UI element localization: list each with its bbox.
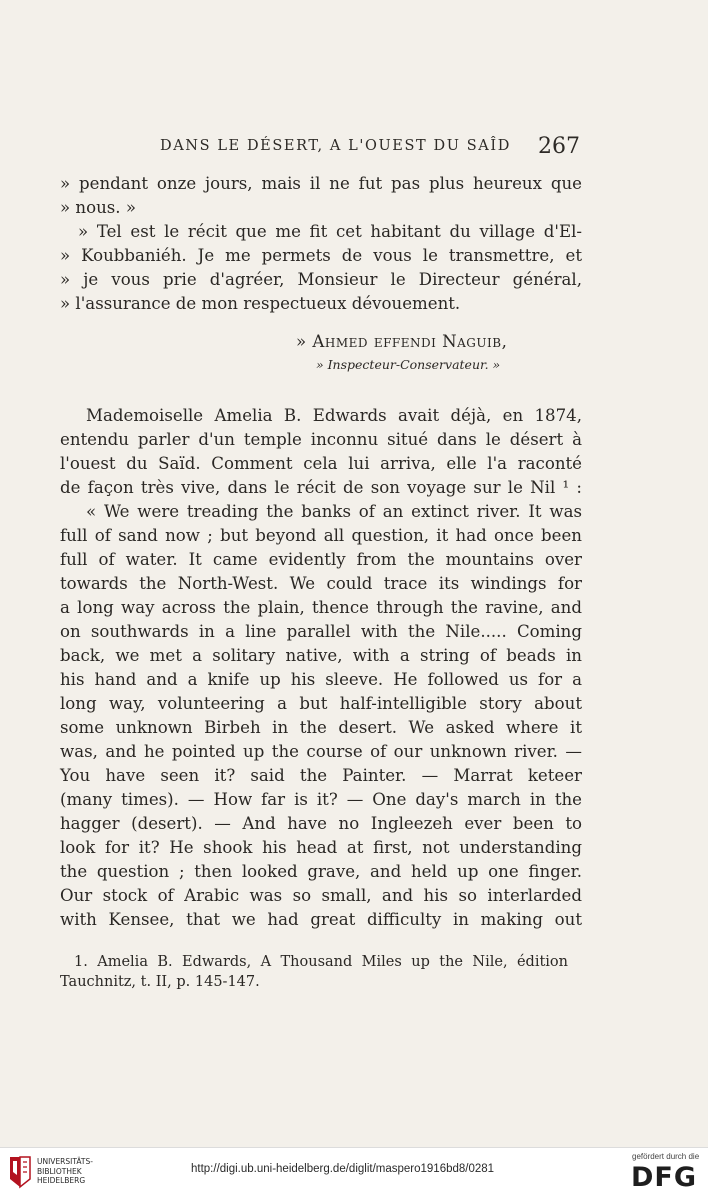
text-line: on southwards in a line parallel with the Nile..... Coming [60, 622, 582, 641]
text-line: hagger (desert). — And have no Ingleezeh ever been to [60, 814, 582, 833]
footnote-line: Tauchnitz, t. II, p. 145-147. [60, 974, 260, 990]
text-line: full of water. It came evidently from the mountains over [60, 550, 582, 569]
viewer-footer [0, 1147, 708, 1199]
text-line: l'ouest du Saïd. Comment cela lui arriva, elle l'a raconté [60, 454, 582, 473]
university-crest-icon [8, 1155, 32, 1189]
text-line: » pendant onze jours, mais il ne fut pas plus heureux que [60, 174, 582, 193]
text-line: towards the North-West. We could trace its windings for [60, 574, 582, 593]
text-line: » nous. » [60, 198, 137, 217]
text-line: » l'assurance de mon respectueux dévouement. [60, 294, 461, 313]
permalink-url[interactable]: http://digi.ub.uni-heidelberg.de/diglit/maspero1916bd8/0281 [191, 1163, 495, 1175]
library-name: UNIVERSITÄTS- BIBLIOTHEK HEIDELBERG [37, 1157, 93, 1185]
page-number: 267 [538, 134, 580, 159]
text-line: entendu parler d'un temple inconnu situé dans le désert à [60, 430, 582, 449]
text-line: his hand and a knife up his sleeve. He followed us for a [60, 670, 582, 689]
text-line: long way, volunteering a but half-intelligible story about [60, 694, 582, 713]
text-line: back, we met a solitary native, with a string of beads in [60, 646, 582, 665]
footnote-line: 1. Amelia B. Edwards, A Thousand Miles up the Nile, édition [74, 954, 568, 970]
text-line: Mademoiselle Amelia B. Edwards avait déjà, en 1874, [86, 406, 582, 425]
text-line: some unknown Birbeh in the desert. We asked where it [60, 718, 582, 737]
signature-title: » Inspecteur-Conservateur. » [316, 357, 501, 372]
page-header [60, 136, 580, 164]
text-line: Our stock of Arabic was so small, and his so interlarded [60, 886, 582, 905]
text-line: » Tel est le récit que me fit cet habitant du village d'El- [78, 222, 582, 241]
text-line: full of sand now ; but beyond all question, it had once been [60, 526, 582, 545]
text-line: (many times). — How far is it? — One day's march in the [60, 790, 582, 809]
text-line: the question ; then looked grave, and held up one finger. [60, 862, 582, 881]
text-line: « We were treading the banks of an extinct river. It was [86, 502, 582, 521]
text-line: was, and he pointed up the course of our unknown river. — [60, 742, 582, 761]
text-line: a long way across the plain, thence through the ravine, and [60, 598, 582, 617]
funding-caption: gefördert durch die [632, 1152, 700, 1161]
text-line: with Kensee, that we had great difficulty in making out [60, 910, 582, 929]
text-line: de façon très vive, dans le récit de son voyage sur le Nil ¹ : [60, 478, 582, 497]
text-line: look for it? He shook his head at first, not understanding [60, 838, 582, 857]
running-title: DANS LE DÉSERT, A L'OUEST DU SAÎD [160, 138, 511, 154]
text-line: » je vous prie d'agréer, Monsieur le Directeur général, [60, 270, 582, 289]
signature-name: » Ahmed effendi Naguib, [296, 332, 508, 351]
text-line: » Koubbaniéh. Je me permets de vous le transmettre, et [60, 246, 582, 265]
dfg-logo: DFG [631, 1162, 698, 1193]
text-line: You have seen it? said the Painter. — Marrat keteer [60, 766, 582, 785]
